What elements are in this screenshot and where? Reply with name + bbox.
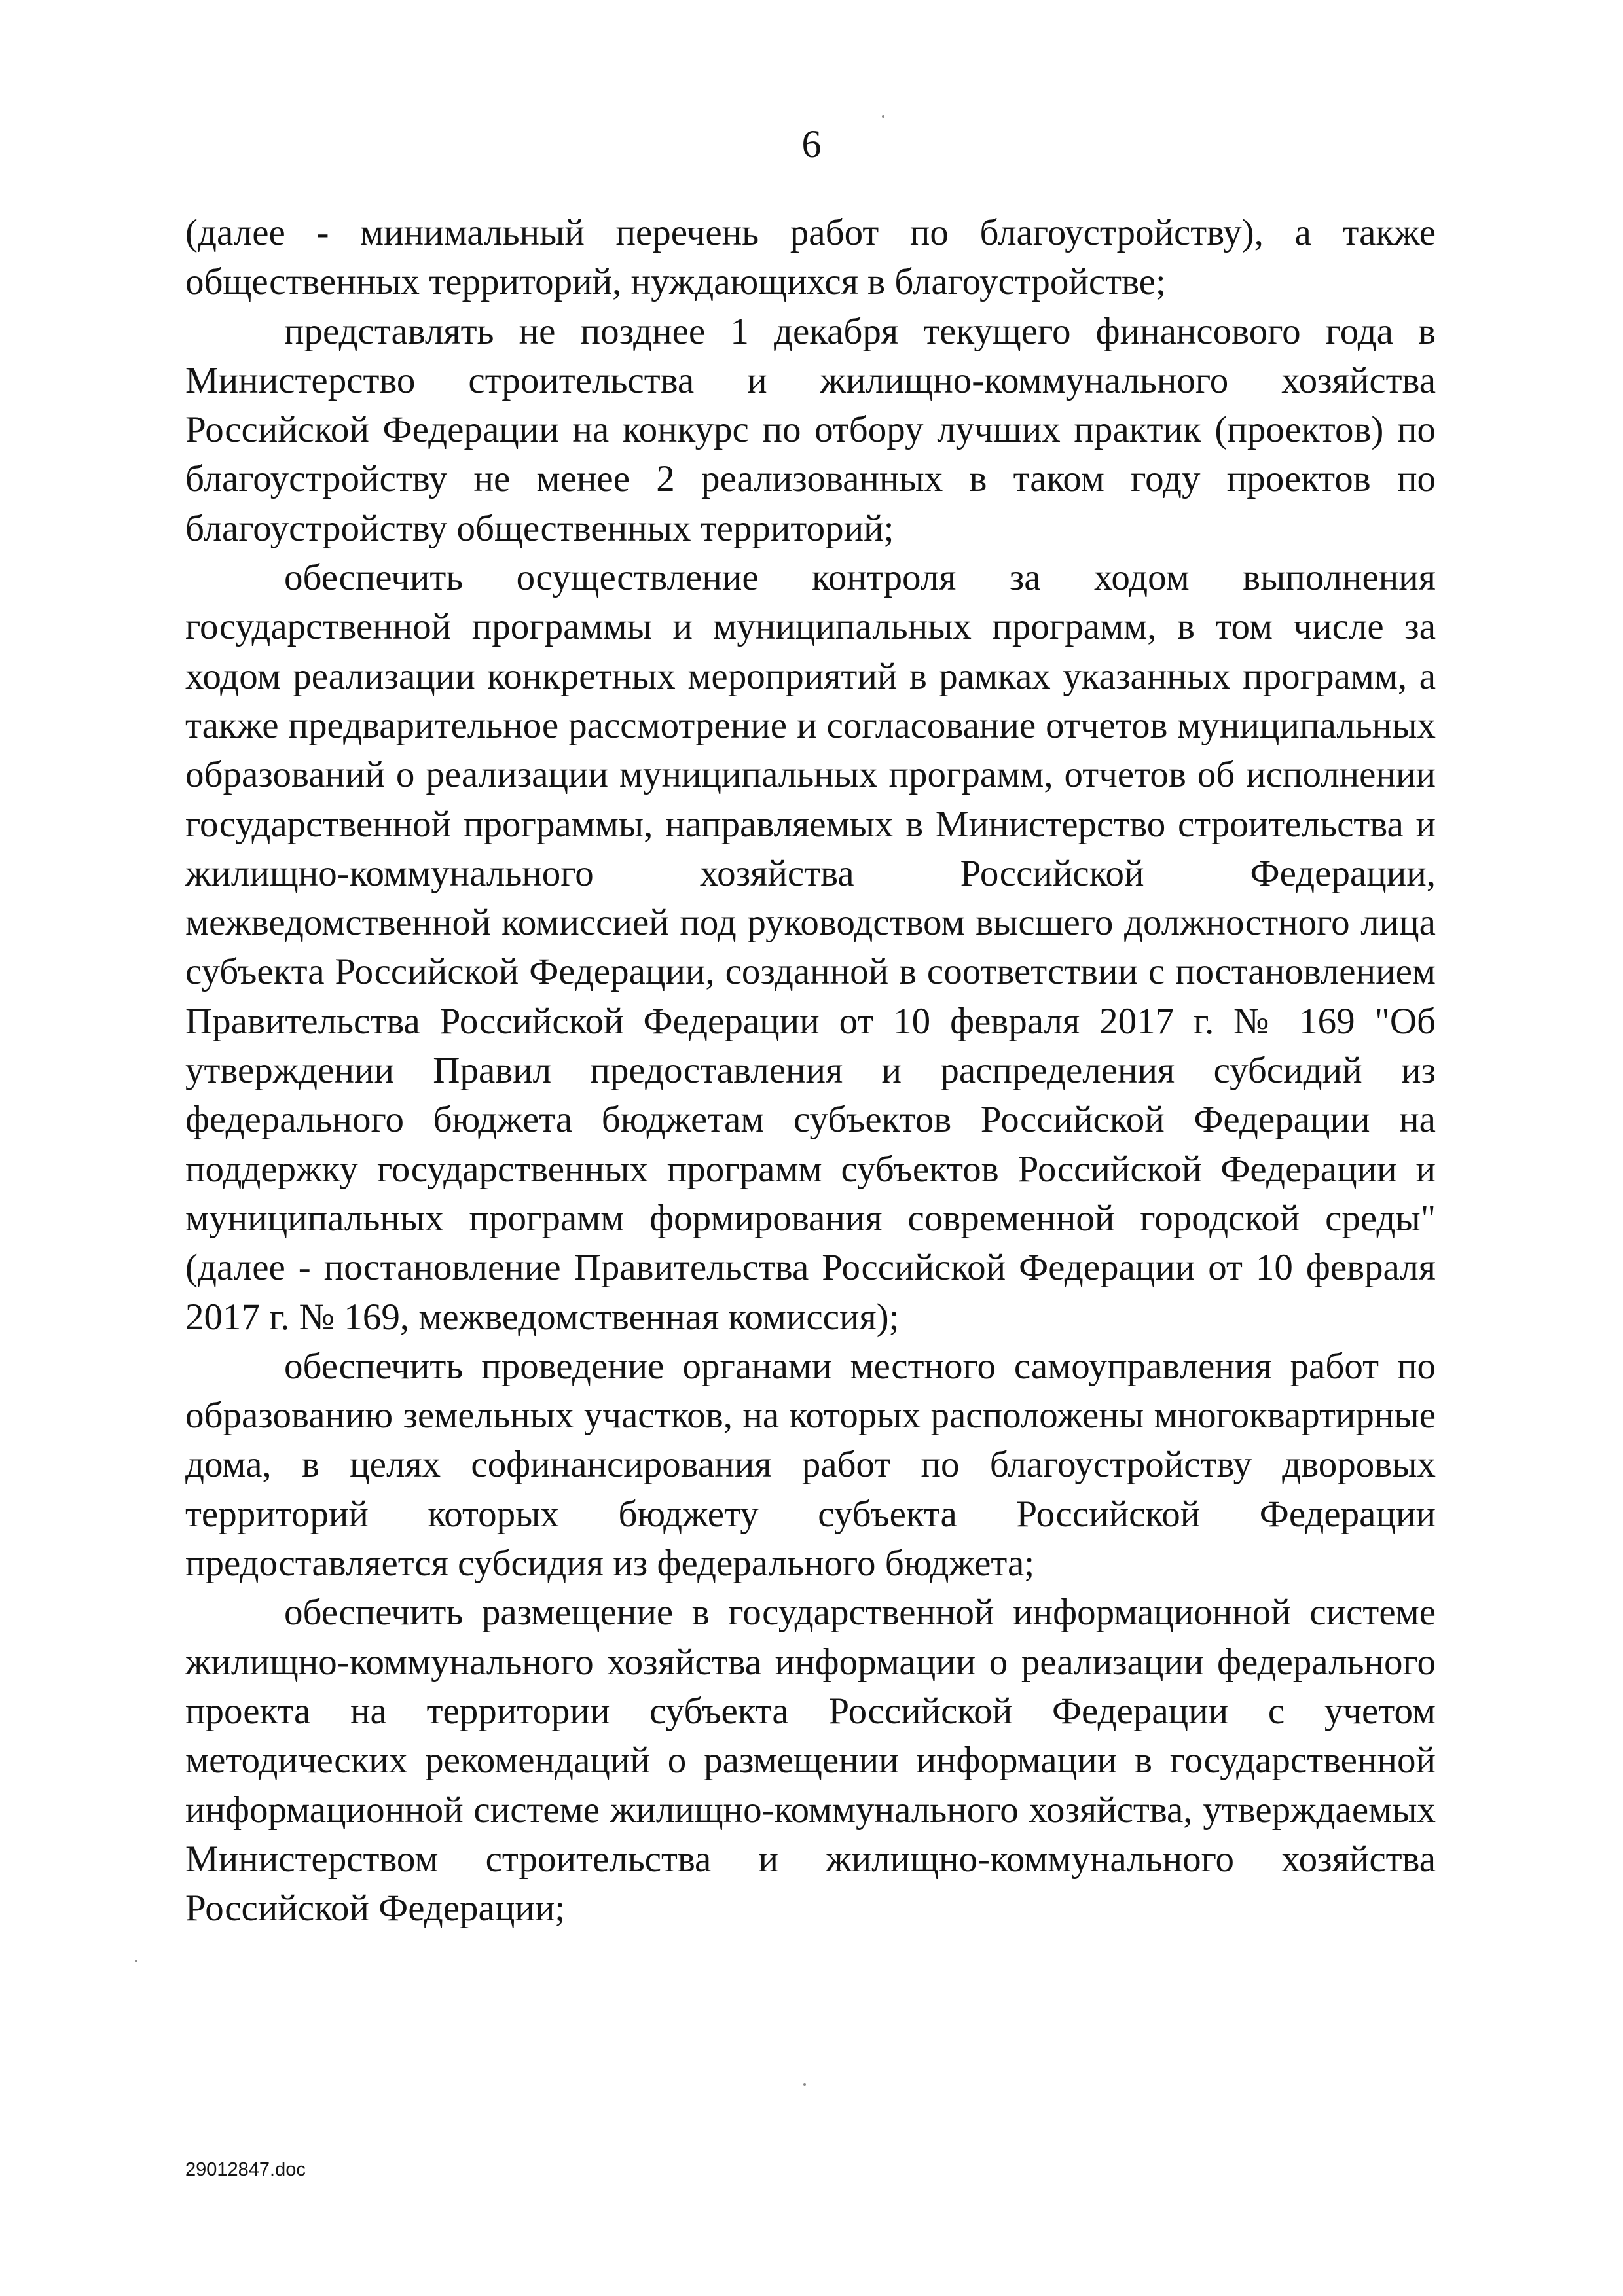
scan-speck: [135, 1960, 137, 1962]
paragraph-continuation: (далее - минимальный перечень работ по благоустройству), а также общественных территорий, нуждающихся в благоустройстве;: [185, 212, 1436, 303]
scan-speck: [882, 115, 884, 118]
footer-file-code: 29012847.doc: [185, 2159, 306, 2180]
page-number: 6: [801, 122, 822, 166]
paragraph-program-control: обеспечить осуществление контроля за ходом выполнения государственной программы и муниципальных программ, в том числе за ходом реализации конкретных мероприятий в рамках указанных программ, а также предварительное рассмотрение и согласование отчетов муниципальных образований о реализации муниципальных программ, отчетов об исполнении государственной программы, направляемых в Министерство строительства и жилищно-коммунального хозяйства Российской Федерации, межведомственной комиссией под руководством высшего должностного лица субъекта Российской Федерации, созданной в соответствии с постановлением Правительства Российской Федерации от 10 февраля 2017 г. № 169 "Об утверждении Правил предоставления и распределения субсидий из федерального бюджета бюджетам субъектов Российской Федерации на поддержку государственных программ субъектов Российской Федерации и муниципальных программ формирования современной городской среды" (далее - постановление Правительства Российской Федерации от 10 февраля 2017 г. № 169, межведомственная комиссия);: [185, 557, 1436, 1338]
paragraph-information-system: обеспечить размещение в государственной информационной системе жилищно-коммунального хозяйства информации о реализации федерального проекта на территории субъекта Российской Федерации с учетом методических рекомендаций о размещении информации в государственной информационной системе жилищно-коммунального хозяйства, утверждаемых Министерством строительства и жилищно-коммунального хозяйства Российской Федерации;: [185, 1592, 1436, 1929]
scan-speck: [803, 2083, 806, 2086]
document-body: [185, 208, 1436, 1933]
paragraph-competition-submission: представлять не позднее 1 декабря текущего финансового года в Министерство строительства и жилищно-коммунального хозяйства Российской Федерации на конкурс по отбору лучших практик (проектов) по благоустройству не менее 2 реализованных в таком году проектов по благоустройству общественных территорий;: [185, 310, 1436, 549]
paragraph-land-plots: обеспечить проведение органами местного самоуправления работ по образованию земельных участков, на которых расположены многоквартирные дома, в целях софинансирования работ по благоустройству дворовых территорий которых бюджету субъекта Российской Федерации предоставляется субсидия из федерального бюджета;: [185, 1345, 1436, 1585]
